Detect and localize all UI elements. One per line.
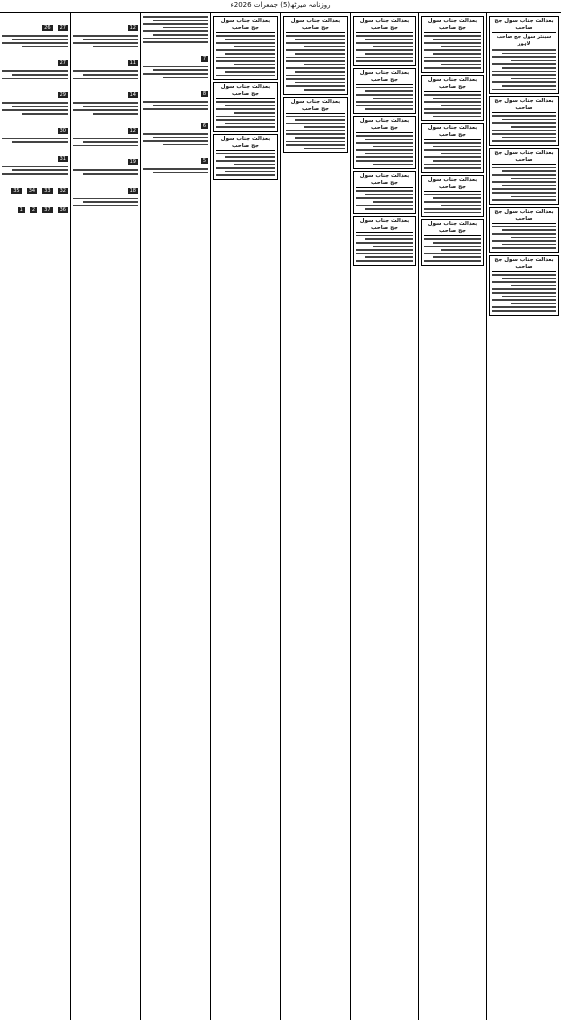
page-tag: 31 — [59, 155, 66, 162]
notice-box — [421, 16, 484, 73]
page-tag: 8 — [202, 91, 206, 98]
column-6 — [140, 13, 210, 1020]
notice-box — [421, 175, 484, 218]
masthead: روزنامہ میرٹھ(5) جمعرات 2026ء — [0, 0, 561, 13]
column-4 — [280, 13, 350, 1020]
notice-title: بعدالت جناب سول جج صاحب — [424, 125, 481, 140]
page-tag: 11 — [129, 60, 136, 67]
notice-box — [283, 16, 348, 95]
page-tag: 5 — [202, 158, 206, 165]
notice-box — [353, 216, 416, 266]
notice-title: بعدالت جناب سول جج صاحب — [492, 150, 556, 165]
notice-box — [353, 16, 416, 66]
notice-box — [353, 116, 416, 169]
page-tag: 26 — [44, 25, 51, 31]
page-tag: 2 — [31, 206, 36, 213]
column-8 — [0, 13, 70, 1020]
notice-title: بعدالت جناب سول جج صاحب — [356, 173, 413, 188]
page-tag: 12 — [129, 25, 136, 31]
notice-title: بعدالت جناب سول جج صاحب — [216, 136, 275, 151]
column-5 — [210, 13, 280, 1020]
notice-box — [421, 123, 484, 173]
notice-box — [353, 68, 416, 114]
page-tag: 7 — [202, 55, 206, 62]
notice-box — [489, 207, 559, 253]
notice-title: بعدالت جناب سول جج صاحب — [492, 98, 556, 113]
notice-title: بعدالت جناب سول جج صاحب — [356, 70, 413, 85]
column-1 — [486, 13, 561, 1020]
page-tag: 32 — [59, 187, 66, 194]
column-3 — [350, 13, 418, 1020]
page-tag: 1 — [19, 206, 23, 213]
page-tag: 12 — [129, 127, 136, 134]
notice-box — [421, 219, 484, 265]
notice-title: بعدالت جناب سول جج صاحب — [356, 18, 413, 33]
column-7 — [70, 13, 140, 1020]
page-tag: 14 — [129, 92, 136, 99]
page-tag: 30 — [59, 127, 66, 134]
notice-box — [213, 134, 278, 180]
notice-box — [489, 96, 559, 146]
page-tag: 37 — [44, 206, 51, 213]
page-tag: 34 — [28, 187, 36, 194]
notice-title: بعدالت جناب سول جج صاحب — [424, 18, 481, 33]
notice-title: بعدالت جناب سول جج صاحب — [492, 18, 556, 33]
page-tag: 33 — [44, 187, 51, 194]
notice-title: بعدالت جناب سول جج صاحب — [356, 118, 413, 133]
notice-title: بعدالت جناب سول جج صاحب — [286, 18, 345, 33]
notice-box — [421, 75, 484, 121]
notice-title: بعدالت جناب سول جج صاحب — [424, 221, 481, 236]
page-tag: 35 — [13, 187, 20, 194]
court-line: سینئر سول جج صاحب لاہور — [496, 34, 552, 47]
notice-box — [213, 16, 278, 80]
notice-box — [489, 255, 559, 316]
notice-box — [489, 148, 559, 205]
notice-box — [213, 82, 278, 132]
notice-title: بعدالت جناب سول جج صاحب — [216, 18, 275, 33]
page-tag: 29 — [59, 92, 66, 99]
notice-title: بعدالت جناب سول جج صاحب — [492, 257, 556, 272]
notice-box — [489, 16, 559, 94]
page-tag: 19 — [129, 159, 136, 166]
notice-title: بعدالت جناب سول جج صاحب — [286, 99, 345, 114]
notice-box — [353, 171, 416, 214]
notice-title: بعدالت جناب سول جج صاحب — [356, 218, 413, 233]
page-tag: 27 — [59, 25, 66, 31]
notice-title: بعدالت جناب سول جج صاحب — [424, 177, 481, 192]
page-tag: 27 — [59, 60, 66, 67]
notice-title: بعدالت جناب سول جج صاحب — [424, 77, 481, 92]
notice-box — [283, 97, 348, 154]
notice-title: بعدالت جناب سول جج صاحب — [492, 209, 556, 224]
page-tag: 6 — [202, 122, 206, 129]
notice-title: بعدالت جناب سول جج صاحب — [216, 84, 275, 99]
page-tag: 18 — [129, 187, 136, 194]
column-2 — [418, 13, 486, 1020]
page-tag: 36 — [59, 206, 66, 213]
